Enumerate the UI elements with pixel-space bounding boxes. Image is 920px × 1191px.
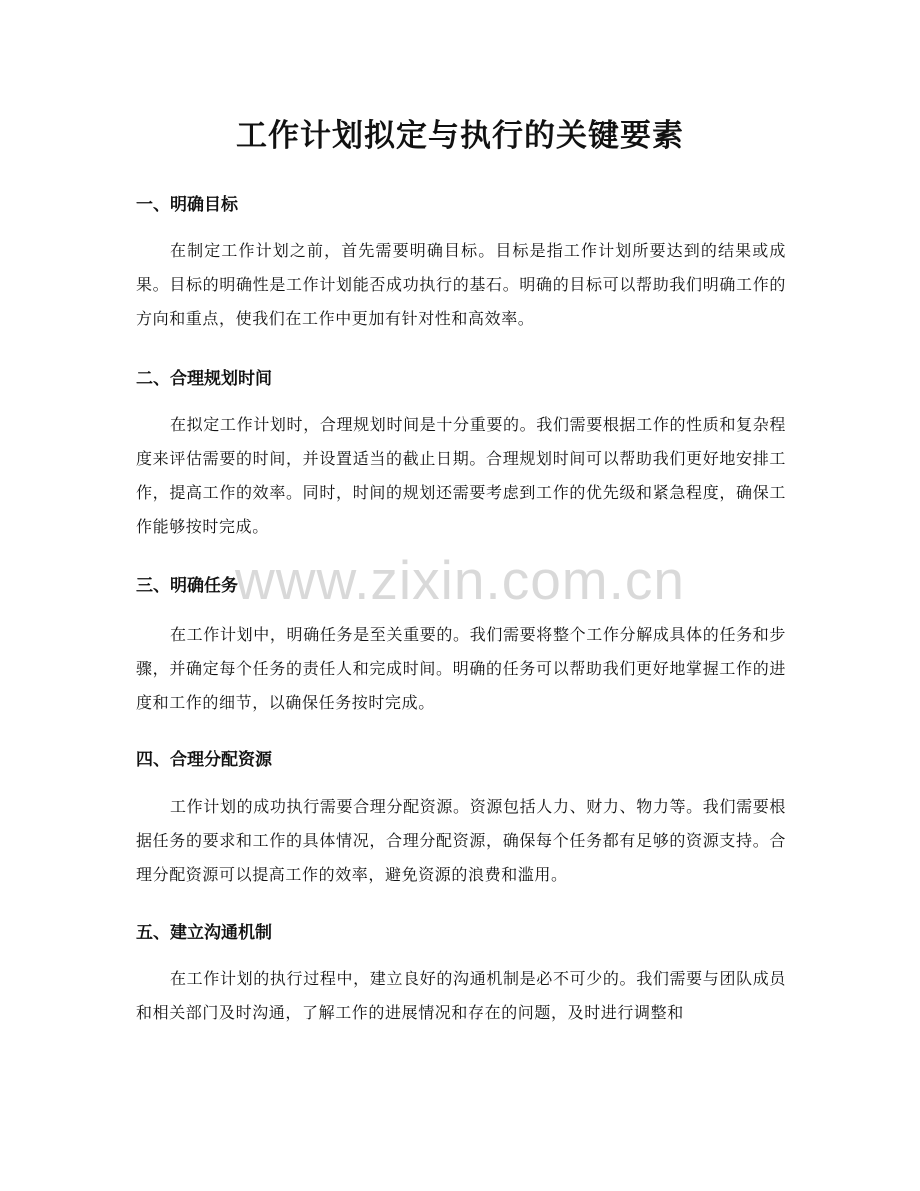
section-heading-goals: 一、明确目标	[136, 195, 238, 215]
section-paragraph-time-planning: 在拟定工作计划时，合理规划时间是十分重要的。我们需要根据工作的性质和复杂程度来评估需要的时间，并设置适当的截止日期。合理规划时间可以帮助我们更好地安排工作，提高工作的效率。同时，时间的规划还需要考虑到工作的优先级和紧急程度，确保工作能够按时完成。	[136, 415, 786, 536]
section-heading-time-planning: 二、合理规划时间	[136, 369, 272, 389]
section-heading-communication: 五、建立沟通机制	[136, 923, 272, 943]
section-paragraph-goals: 在制定工作计划之前，首先需要明确目标。目标是指工作计划所要达到的结果或成果。目标的明确性是工作计划能否成功执行的基石。明确的目标可以帮助我们明确工作的方向和重点，使我们在工作中更加有针对性和高效率。	[136, 241, 786, 328]
watermark: www.zixin.com.cn	[235, 549, 685, 611]
page-title: 工作计划拟定与执行的关键要素	[236, 118, 684, 154]
section-paragraph-resources: 工作计划的成功执行需要合理分配资源。资源包括人力、财力、物力等。我们需要根据任务的要求和工作的具体情况，合理分配资源，确保每个任务都有足够的资源支持。合理分配资源可以提高工作的效率，避免资源的浪费和滥用。	[136, 797, 786, 884]
section-heading-tasks: 三、明确任务	[136, 576, 238, 596]
section-paragraph-communication: 在工作计划的执行过程中，建立良好的沟通机制是必不可少的。我们需要与团队成员和相关部门及时沟通，了解工作的进展情况和存在的问题，及时进行调整和	[136, 969, 786, 1022]
section-paragraph-tasks: 在工作计划中，明确任务是至关重要的。我们需要将整个工作分解成具体的任务和步骤，并确定每个任务的责任人和完成时间。明确的任务可以帮助我们更好地掌握工作的进度和工作的细节，以确保任务按时完成。	[136, 625, 786, 712]
section-heading-resources: 四、合理分配资源	[136, 750, 272, 770]
